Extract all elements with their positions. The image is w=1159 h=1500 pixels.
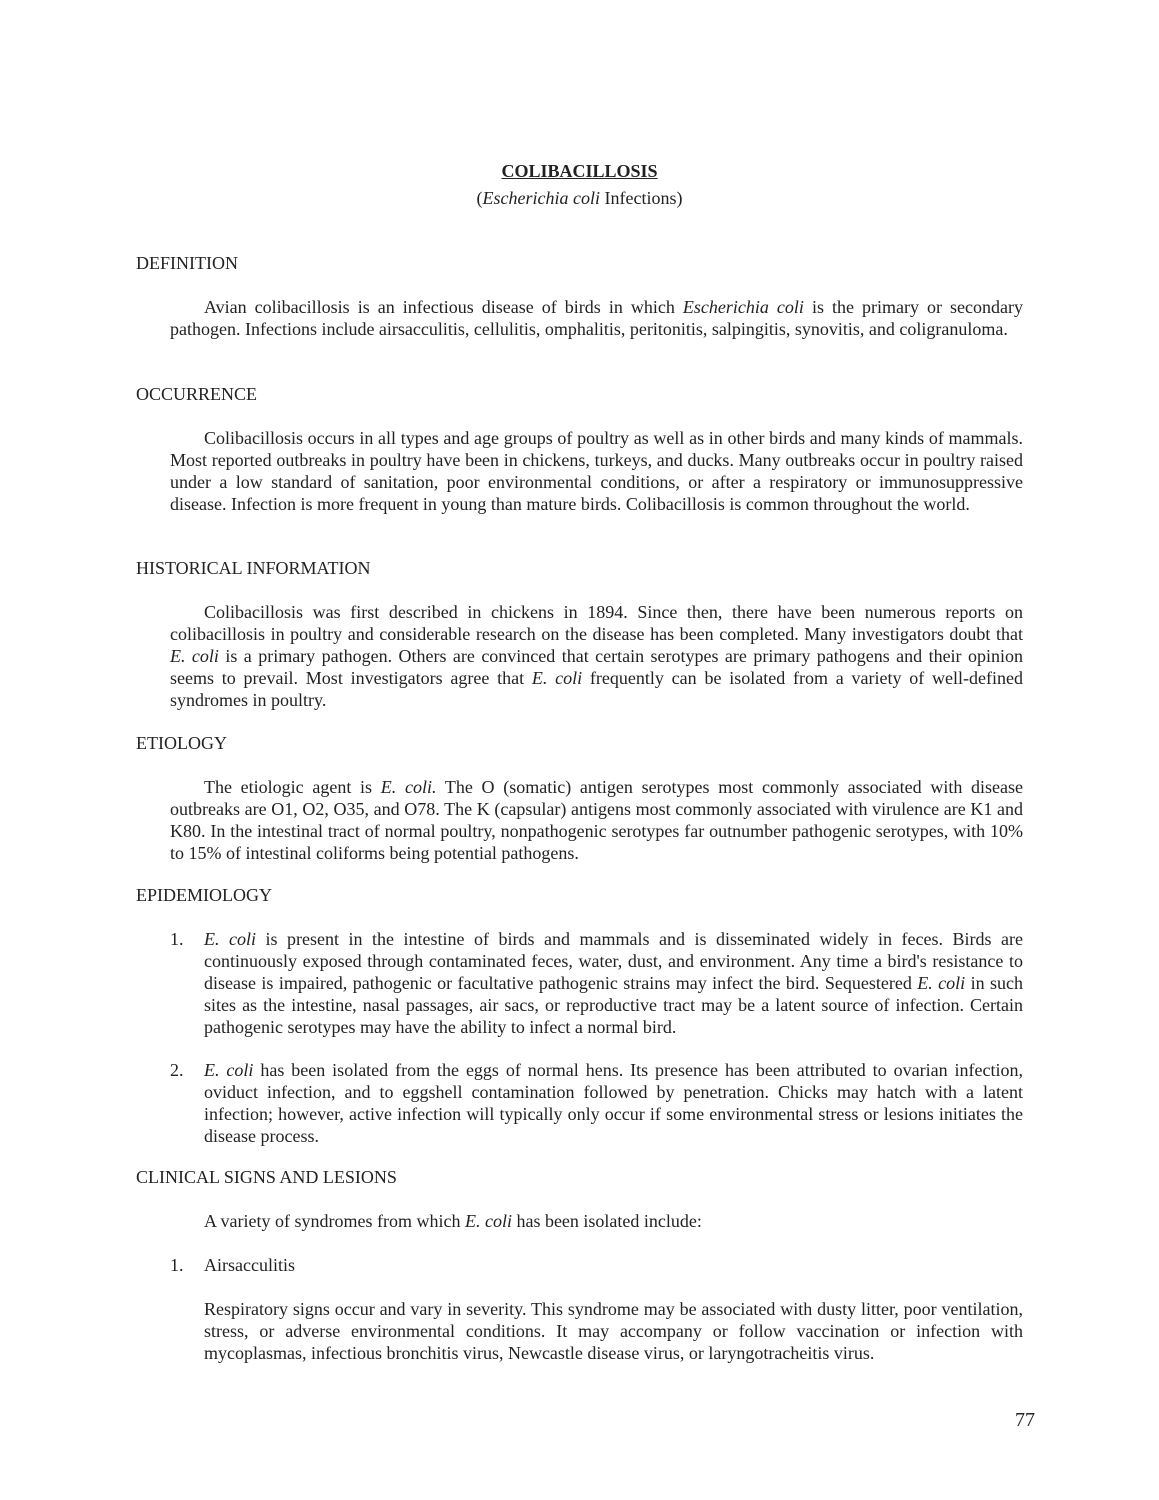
heading-occurrence: OCCURRENCE: [136, 384, 258, 404]
occurrence-paragraph: Colibacillosis occurs in all types and age groups of poultry as well as in other birds and many kinds of mammals. Most reported outbreaks in poultry have been in chickens, turkeys, and ducks. Many outbreaks occur in poultry raised under a low standard of sanitation, poor environmental conditions, or after a respiratory or immunosuppressive disease. Infection is more frequent in young than mature birds. Colibacillosis is common throughout the world.: [170, 428, 1023, 514]
list-number: 2.: [170, 1060, 184, 1080]
clinical-intro-text-1: A variety of syndromes from which: [204, 1211, 465, 1231]
clinical-intro-text-2: has been isolated include:: [511, 1211, 702, 1231]
heading-historical: HISTORICAL INFORMATION: [136, 558, 371, 578]
subtitle-open: (: [476, 188, 483, 208]
definition-italic: Escherichia coli: [682, 297, 804, 317]
subtitle-rest: Infections): [600, 188, 683, 208]
item-italic: E. coli: [204, 1060, 254, 1080]
item-text: has been isolated from the eggs of normal hens. Its presence has been attributed to ovarian infection, oviduct infection, and to eggshell contamination followed by penetration. Chicks may hatch with a latent infection; however, active infection will typically only occur if some environmental stress or lesions initiates the disease process.: [204, 1060, 1023, 1146]
page-title: COLIBACILLOSIS: [501, 161, 658, 181]
list-item-text: [204, 1059, 1023, 1147]
item-italic: E. coli: [917, 973, 966, 993]
item-italic: E. coli: [204, 929, 256, 949]
historical-text-3: frequently can be isolated from a variety of well-defined syndromes in poultry.: [170, 668, 1023, 710]
definition-paragraph: [170, 296, 1023, 340]
airsacculitis-paragraph: Respiratory signs occur and vary in severity. This syndrome may be associated with dusty litter, poor ventilation, stress, or adverse environmental conditions. It may accompany or follow vaccination or infection with mycoplasmas, infectious bronchitis virus, Newcastle disease virus, or laryngotracheitis virus.: [204, 1299, 1023, 1363]
epidemiology-item-1: [170, 928, 1023, 1038]
page-subtitle: [0, 187, 1159, 209]
list-item-label: Airsacculitis: [204, 1255, 295, 1275]
clinical-item-1: [170, 1254, 1023, 1276]
page-number: 77: [1015, 1409, 1035, 1431]
heading-epidemiology: EPIDEMIOLOGY: [136, 885, 272, 905]
historical-text-1: Colibacillosis was first described in chickens in 1894. Since then, there have been numerous reports on colibacillosis in poultry and considerable research on the disease has been completed. Many investigators doubt that: [170, 602, 1023, 644]
heading-clinical: CLINICAL SIGNS AND LESIONS: [136, 1167, 397, 1187]
historical-paragraph: [170, 601, 1023, 711]
definition-text-2: is the primary or secondary pathogen. Infections include airsacculitis, cellulitis, omphalitis, peritonitis, salpingitis, synovitis, and coligranuloma.: [170, 297, 1024, 339]
clinical-intro-italic: E. coli: [464, 1211, 512, 1231]
clinical-intro: [204, 1210, 1023, 1232]
etiology-text-2: The O (somatic) antigen serotypes most commonly associated with disease outbreaks are O1, O2, O35, and O78. The K (capsular) antigens most commonly associated with virulence are K1 and K80. In the intestinal tract of normal poultry, nonpathogenic serotypes far outnumber pathogenic serotypes, with 10% to 15% of intestinal coliforms being potential pathogens.: [170, 777, 1023, 863]
historical-text-2: is a primary pathogen. Others are convinced that certain serotypes are primary pathogens and their opinion seems to prevail. Most investigators agree that: [170, 646, 1023, 688]
subtitle-italic: Escherichia coli: [482, 188, 600, 208]
etiology-text-1: The etiologic agent is: [204, 777, 381, 797]
definition-text-1: Avian colibacillosis is an infectious disease of birds in which: [204, 297, 683, 317]
historical-italic-2: E. coli: [531, 668, 583, 688]
heading-etiology: ETIOLOGY: [136, 733, 227, 753]
list-number: 1.: [170, 1255, 184, 1275]
etiology-italic: E. coli.: [380, 777, 437, 797]
list-number: 1.: [170, 929, 184, 949]
epidemiology-item-2: [170, 1059, 1023, 1147]
item-text: in such sites as the intestine, nasal passages, air sacs, or reproductive tract may be a latent source of infection. Certain pathogenic serotypes may have the ability to infect a normal bird.: [204, 973, 1023, 1037]
historical-italic-1: E. coli: [170, 646, 219, 666]
etiology-paragraph: [170, 776, 1023, 864]
heading-definition: DEFINITION: [136, 253, 238, 273]
item-text: is present in the intestine of birds and mammals and is disseminated widely in feces. Birds are continuously exposed through contaminated feces, water, dust, and environment. Any time a bird's resistance to disease is impaired, pathogenic or facultative pathogenic strains may infect the bird. Sequestered: [204, 929, 1023, 993]
list-item-text: [204, 928, 1023, 1038]
